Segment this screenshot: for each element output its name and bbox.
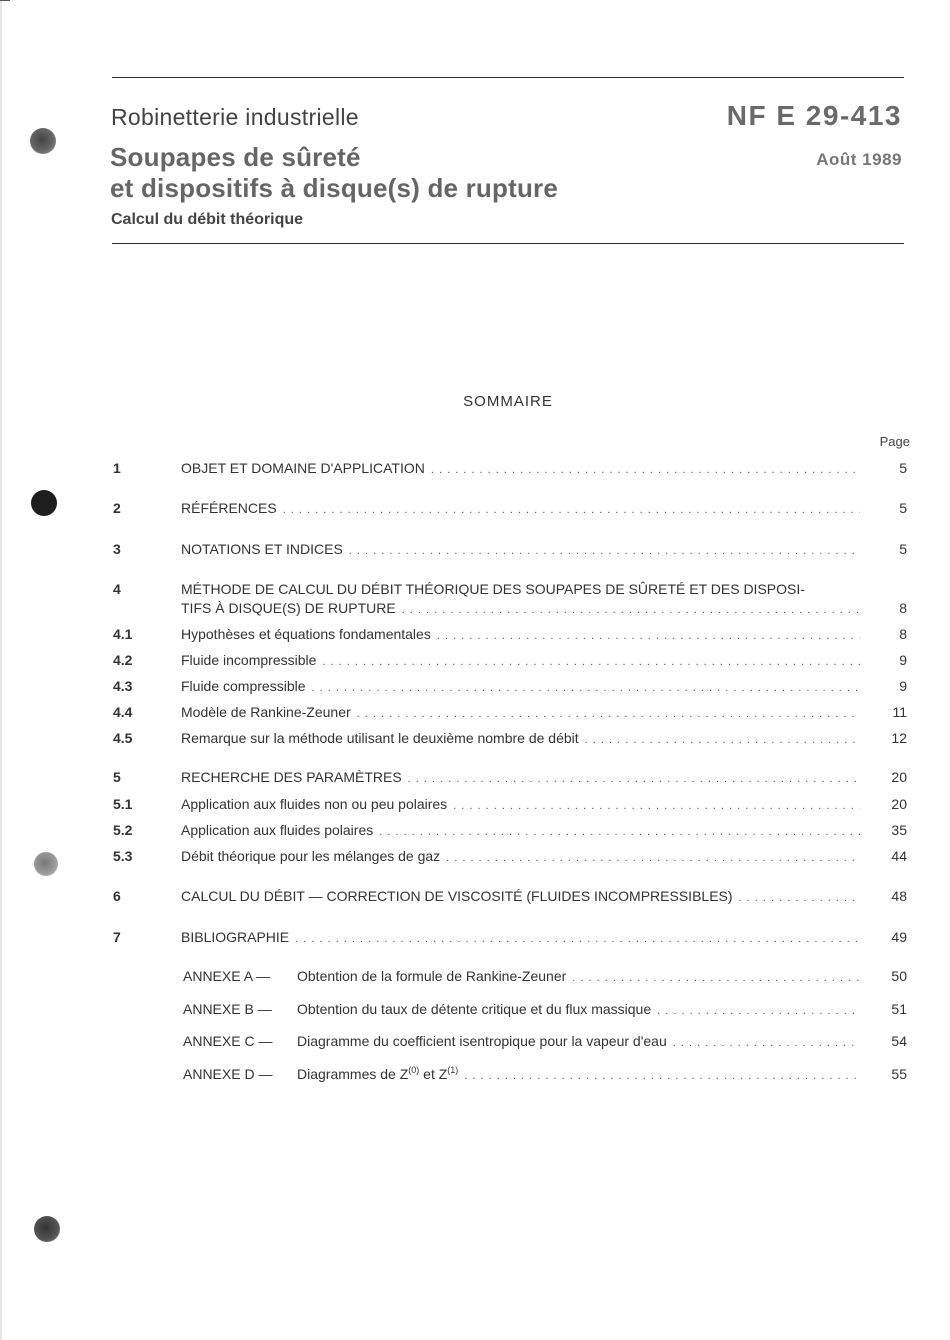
toc-leader-dots xyxy=(464,1070,860,1082)
annex-page: 54 xyxy=(891,1033,907,1049)
toc-leader-dots xyxy=(657,1005,860,1017)
toc-entry-number: 4.2 xyxy=(113,652,133,668)
toc-entry-number: 4.4 xyxy=(113,704,133,720)
toc-entry-title: TIFS À DISQUE(S) DE RUPTURE xyxy=(181,600,396,616)
toc-entry-page: 5 xyxy=(899,460,907,476)
toc-entry-page: 12 xyxy=(891,730,907,746)
toc-entry-number: 1 xyxy=(113,460,121,476)
toc-entry-title-line-1: MÉTHODE DE CALCUL DU DÉBIT THÉORIQUE DES SOUPAPES DE SÛRETÉ ET DES DISPOSI- xyxy=(181,581,805,597)
toc-leader-dots xyxy=(739,892,860,904)
toc-leader-dots xyxy=(283,504,860,516)
toc-annex-d xyxy=(0,1066,950,1086)
toc-entry-page: 9 xyxy=(899,678,907,694)
toc-leader-dots xyxy=(408,773,860,785)
toc-entry-title: BIBLIOGRAPHIE xyxy=(181,929,290,945)
toc-entry-title: Modèle de Rankine-Zeuner xyxy=(181,704,351,720)
toc-entry-page: 49 xyxy=(891,929,907,945)
toc-leader-dots xyxy=(402,604,860,616)
toc-entry-title: Fluide incompressible xyxy=(181,652,317,668)
standard-number: NF E 29-413 xyxy=(726,100,902,131)
toc-annex-a xyxy=(0,968,950,988)
toc-entry-title: Application aux fluides polaires xyxy=(181,822,374,838)
toc-entry-5-3 xyxy=(0,848,950,868)
toc-leader-dots xyxy=(453,800,860,812)
header-bottom-rule xyxy=(112,243,904,244)
toc-entry-1 xyxy=(0,460,950,480)
toc-entry-4-line-1 xyxy=(0,581,950,601)
toc-entry-number: 4.1 xyxy=(113,626,133,642)
annex-page: 51 xyxy=(891,1001,907,1017)
toc-entry-number: 5 xyxy=(113,769,121,785)
toc-entry-page: 44 xyxy=(891,848,907,864)
toc-entry-5 xyxy=(0,769,950,789)
toc-leader-dots xyxy=(379,826,860,838)
toc-page-column-label: Page xyxy=(879,434,910,449)
annex-page: 50 xyxy=(891,968,907,984)
toc-entry-6 xyxy=(0,888,950,908)
toc-entry-5-2 xyxy=(0,822,950,842)
toc-leader-dots xyxy=(349,545,860,557)
superscript-0: (0) xyxy=(408,1065,420,1075)
annex-prefix: ANNEXE C — xyxy=(183,1033,273,1049)
toc-entry-page: 20 xyxy=(891,769,907,785)
annex-prefix: ANNEXE B — xyxy=(183,1001,272,1017)
toc-leader-dots xyxy=(312,682,861,694)
toc-leader-dots xyxy=(322,656,860,668)
toc-entry-title: OBJET ET DOMAINE D'APPLICATION xyxy=(181,460,425,476)
annex-title: Diagramme du coefficient isentropique pour la vapeur d'eau xyxy=(297,1033,667,1049)
header-top-rule xyxy=(112,77,904,78)
annex-title-part-b: et Z xyxy=(419,1066,448,1082)
toc-entry-number: 4.3 xyxy=(113,678,133,694)
toc-entry-title: CALCUL DU DÉBIT — CORRECTION DE VISCOSITÉ (FLUIDES INCOMPRESSIBLES) xyxy=(181,888,733,904)
toc-entry-title: RÉFÉRENCES xyxy=(181,500,277,516)
toc-entry-number: 5.3 xyxy=(113,848,133,864)
publication-date: Août 1989 xyxy=(816,150,902,169)
binder-hole-1 xyxy=(30,128,56,154)
toc-entry-page: 5 xyxy=(899,541,907,557)
toc-heading: SOMMAIRE xyxy=(463,393,553,410)
toc-entry-4-1 xyxy=(0,626,950,646)
toc-entry-number: 4.5 xyxy=(113,730,133,746)
toc-annex-c xyxy=(0,1033,950,1053)
toc-leader-dots xyxy=(572,972,860,984)
toc-entry-number: 7 xyxy=(113,929,121,945)
toc-entry-page: 11 xyxy=(892,704,907,720)
toc-leader-dots xyxy=(357,708,860,720)
toc-entry-title: RECHERCHE DES PARAMÈTRES xyxy=(181,769,402,785)
corner-mark xyxy=(0,0,10,1)
annex-title: Obtention de la formule de Rankine-Zeuner xyxy=(297,968,567,984)
annex-prefix: ANNEXE A — xyxy=(183,968,271,984)
toc-entry-title: Débit théorique pour les mélanges de gaz xyxy=(181,848,441,864)
toc-leader-dots xyxy=(437,630,860,642)
document-title-line-2: et dispositifs à disque(s) de rupture xyxy=(110,173,559,203)
toc-entry-page: 9 xyxy=(899,652,907,668)
toc-entry-page: 8 xyxy=(899,600,907,616)
annex-prefix: ANNEXE D — xyxy=(183,1066,273,1082)
toc-entry-title: Remarque sur la méthode utilisant le deuxième nombre de débit xyxy=(181,730,579,746)
toc-entry-page: 48 xyxy=(891,888,907,904)
toc-leader-dots xyxy=(431,464,860,476)
toc-annex-b xyxy=(0,1001,950,1021)
annex-title xyxy=(297,1066,458,1082)
toc-entry-number: 3 xyxy=(113,541,121,557)
toc-entry-page: 20 xyxy=(891,796,907,812)
toc-entry-5-1 xyxy=(0,796,950,816)
toc-entry-number: 4 xyxy=(113,581,121,597)
toc-entry-title: Hypothèses et équations fondamentales xyxy=(181,626,431,642)
toc-entry-number: 5.1 xyxy=(113,796,133,812)
toc-entry-4-line-2 xyxy=(0,600,950,620)
toc-entry-4-5 xyxy=(0,730,950,750)
toc-entry-4-3 xyxy=(0,678,950,698)
toc-leader-dots xyxy=(585,734,860,746)
toc-entry-number: 2 xyxy=(113,500,121,516)
toc-entry-title: Fluide compressible xyxy=(181,678,306,694)
binder-hole-4 xyxy=(34,1216,60,1242)
toc-entry-4-2 xyxy=(0,652,950,672)
toc-entry-title: Application aux fluides non ou peu polaires xyxy=(181,796,448,812)
document-subtitle: Calcul du débit théorique xyxy=(111,211,304,228)
annex-title-part-a: Diagrammes de Z xyxy=(297,1066,409,1082)
superscript-1: (1) xyxy=(447,1065,459,1075)
toc-leader-dots xyxy=(673,1037,860,1049)
document-category: Robinetterie industrielle xyxy=(111,104,359,130)
annex-page: 55 xyxy=(891,1066,907,1082)
toc-entry-page: 35 xyxy=(891,822,907,838)
toc-entry-4-4 xyxy=(0,704,950,724)
document-title xyxy=(110,142,558,204)
toc-entry-2 xyxy=(0,500,950,520)
toc-leader-dots xyxy=(446,852,860,864)
toc-leader-dots xyxy=(295,933,860,945)
toc-entry-number: 6 xyxy=(113,888,121,904)
toc-entry-title: NOTATIONS ET INDICES xyxy=(181,541,343,557)
toc-entry-3 xyxy=(0,541,950,561)
toc-entry-7 xyxy=(0,929,950,949)
toc-entry-number: 5.2 xyxy=(113,822,133,838)
document-title-line-1: Soupapes de sûreté xyxy=(110,142,361,172)
annex-title: Obtention du taux de détente critique et du flux massique xyxy=(297,1001,652,1017)
toc-entry-page: 5 xyxy=(899,500,907,516)
toc-entry-page: 8 xyxy=(899,626,907,642)
